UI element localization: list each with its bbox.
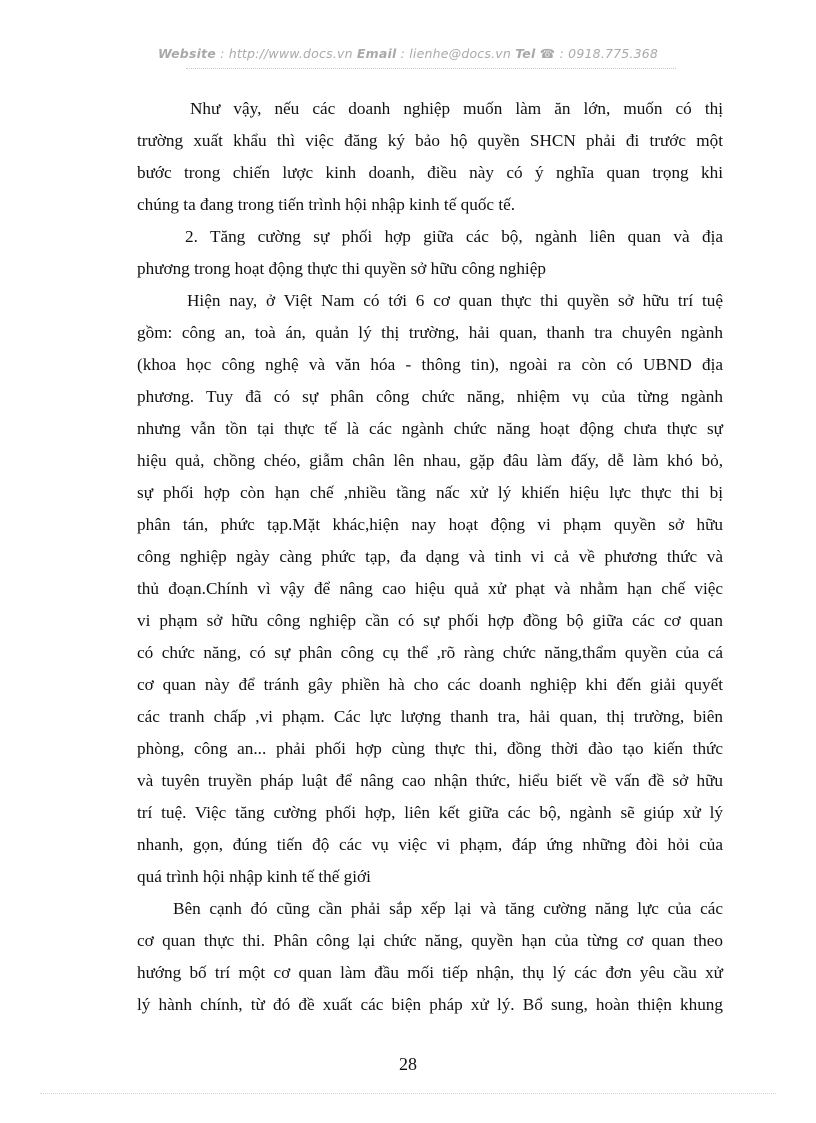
text-line: gồm: công an, toà án, quản lý thị trường, hải quan, thanh tra chuyên ngành (137, 323, 723, 342)
text-line: Như vậy, nếu các doanh nghiệp muốn làm ăn lớn, muốn có thị (190, 99, 723, 118)
text-line: Bên cạnh đó cũng cần phải sắp xếp lại và tăng cường năng lực của các (173, 899, 723, 918)
paragraph-3 (137, 285, 723, 893)
text-line: sự phối hợp còn hạn chế ,nhiều tầng nấc xử lý khiến hiệu lực thực thi bị (137, 483, 723, 502)
email-value: : lienhe@docs.vn (400, 46, 511, 61)
text-line: cơ quan này để tránh gây phiền hà cho các doanh nghiệp khi đến giải quyết (137, 675, 723, 694)
text-line: 2. Tăng cường sự phối hợp giữa các bộ, ngành liên quan và địa (185, 227, 723, 246)
text-line: hiệu quả, chồng chéo, giẫm chân lên nhau, gặp đâu làm đấy, dễ làm khó bỏ, (137, 451, 723, 470)
text-line: bước trong chiến lược kinh doanh, điều này có ý nghĩa quan trọng khi (137, 163, 723, 182)
text-line: trí tuệ. Việc tăng cường phối hợp, liên kết giữa các bộ, ngành sẽ giúp xử lý (137, 803, 723, 822)
text-line: trường xuất khẩu thì việc đăng ký bảo hộ quyền SHCN phải đi trước một (137, 131, 723, 150)
text-line: công nghiệp ngày càng phức tạp, đa dạng và tinh vi cả về phương thức và (137, 547, 723, 566)
text-line: hướng bố trí một cơ quan làm đầu mối tiếp nhận, thụ lý các đơn yêu cầu xử (137, 963, 723, 982)
header-divider (186, 68, 676, 69)
page-number: 28 (399, 1054, 417, 1074)
text-line: quá trình hội nhập kinh tế thế giới (137, 867, 371, 886)
footer-divider (40, 1093, 776, 1094)
email-label: Email (356, 46, 397, 61)
text-line: (khoa học công nghệ và văn hóa - thông tin), ngoài ra còn có UBND địa (137, 355, 723, 374)
document-body (137, 93, 723, 1021)
paragraph-4 (137, 893, 723, 1021)
text-line: phòng, công an... phải phối hợp cùng thực thi, đồng thời đào tạo kiến thức (137, 739, 723, 758)
text-line: phân tán, phức tạp.Mặt khác,hiện nay hoạt động vi phạm quyền sở hữu (137, 515, 723, 534)
page-header (0, 46, 816, 61)
text-line: lý hành chính, từ đó đề xuất các biện pháp xử lý. Bổ sung, hoàn thiện khung (137, 995, 723, 1014)
text-line: Hiện nay, ở Việt Nam có tới 6 cơ quan thực thi quyền sở hữu trí tuệ (187, 291, 723, 310)
text-line: cơ quan thực thi. Phân công lại chức năng, quyền hạn của từng cơ quan theo (137, 931, 723, 950)
text-line: phương. Tuy đã có sự phân công chức năng, nhiệm vụ của từng ngành (137, 387, 723, 406)
paragraph-1 (137, 93, 723, 221)
text-line: và tuyên truyền pháp luật để nâng cao nhận thức, hiểu biết về vấn đề sở hữu (137, 771, 723, 790)
text-line: có chức năng, có sự phân công cụ thể ,rõ ràng chức năng,thẩm quyền của cá (137, 643, 723, 662)
text-line: thủ đoạn.Chính vì vậy để nâng cao hiệu quả xử phạt và nhằm hạn chế việc (137, 579, 723, 598)
text-line: nhưng vẫn tồn tại thực tế là các ngành chức năng hoạt động chưa thực sự (137, 419, 723, 438)
text-line: nhanh, gọn, đúng tiến độ các vụ việc vi phạm, đáp ứng những đòi hỏi của (137, 835, 723, 854)
text-line: chúng ta đang trong tiến trình hội nhập kinh tế quốc tế. (137, 195, 516, 214)
website-label: Website (157, 46, 216, 61)
tel-value: ☎ : 0918.775.368 (539, 46, 659, 61)
website-value: : http://www.docs.vn (220, 46, 353, 61)
text-line: vi phạm sở hữu công nghiệp cần có sự phối hợp đồng bộ giữa các cơ quan (137, 611, 723, 630)
section-heading (137, 221, 723, 285)
text-line: phương trong hoạt động thực thi quyền sở hữu công nghiệp (137, 259, 546, 278)
text-line: các tranh chấp ,vi phạm. Các lực lượng thanh tra, hải quan, thị trường, biên (137, 707, 723, 726)
tel-label: Tel (515, 46, 536, 61)
